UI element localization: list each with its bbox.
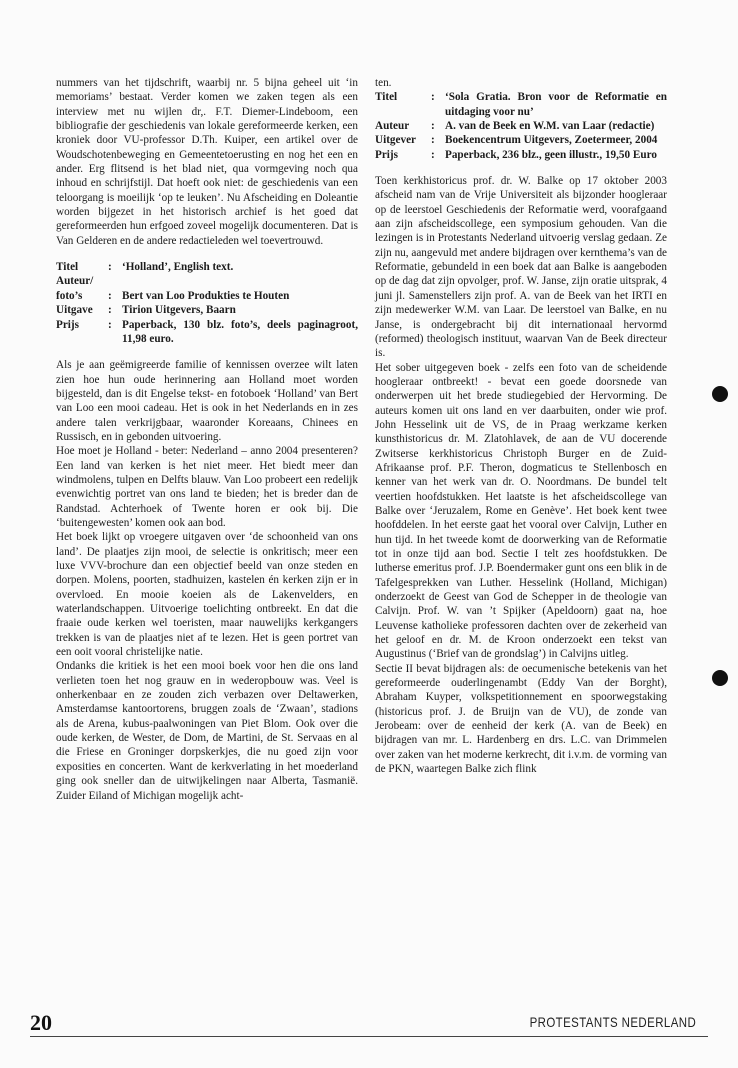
title-value: ‘Holland’, English text.: [122, 261, 234, 274]
colon: :: [108, 261, 112, 274]
book-info-holland: [56, 260, 358, 346]
colon: :: [108, 318, 112, 331]
review-paragraph: Toen kerkhistoricus prof. dr. W. Balke op 17 oktober 2003 afscheid nam van de Vrije Universiteit als bijzonder hoogleraar op de leerstoel Geschiedenis der Reformatie werd, voorafgaand aan zijn afscheidscollege, een symposium gehouden. Van die lezingen is in Protestants Nederland uitvoerig verslag gedaan. Ze zijn nu, aangevuld met andere bijdragen over kernthema’s van de Reformatie, gebundeld in een boek dat aan Balke is aangeboden op de dag dat zijn opvolger, prof. W. Janse, zijn oratie uitsprak, 4 juni jl. Samenstellers zijn prof. A. van de Beek van het IRTI en zijn medewerker W.M. van Laar. De leerstoel van Balke, en nu Janse, is ondergebracht bij dit internationaal hervormd (reformed) theologisch instituut, waarvan Van de Beek directeur is.: [375, 175, 668, 360]
author-value: Bert van Loo Produkties te Houten: [122, 289, 290, 302]
footer-rule: [30, 1036, 708, 1037]
book-info-sola-gratia: [375, 90, 667, 162]
review-paragraph: Hoe moet je Holland - beter: Nederland – anno 2004 presenteren? Een land van kerken is het niet meer. Het biedt meer dan windmolens, tulpen en Delfts blauw. Van Loo probeert een redelijk evenwichtig portret van ons land te bieden; het is breder dan de Randstad. Achterhoek of Twente horen er ook bij. Die ‘buitengewesten’ komen ook aan bod.: [56, 445, 358, 529]
price-label: Prijs: [375, 148, 398, 161]
magazine-name: PROTESTANTS NEDERLAND: [529, 1014, 696, 1030]
publisher-value: Tirion Uitgevers, Baarn: [122, 304, 236, 317]
margin-punch-hole: [712, 670, 728, 686]
review-paragraph: Het sober uitgegeven boek - zelfs een foto van de scheidende hoogleraar ontbreekt! - bevat een goede doorsnede van onderwerpen uit het brede studiegebied der Hervorming. De auteurs komen uit ons land en ver daarbuiten, onder wie prof. John Hesselink uit de VS, de in Praag werkzame kerken kunsthistoricus dr. M. Zlatohlavek, de aan de VU docerende Zwitserse kerkhistoricus Christoph Burger en de Zuid-Afrikaanse prof. P.F. Theron, dogmaticus te Stellenbosch en kenner van het werk van dr. O. Noordmans. De bundel telt veertien hoofdstukken. Het laatste is het afscheidscollege van Balke over ‘Jeruzalem, Rome en Genève’. Het boek kent twee hoofddelen. In het eerste gaat het vooral over Calvijn, Luther en hun tijd. In het tweede komt de doorwerking van de Reformatie tot in onze tijd aan bod. Sectie I telt zes hoofdstukken. De lutherse emeritus prof. J.P. Boendermaker gunt ons een blik in de Tafelgesprekken van Luther. Hesselink (Holland, Michigan) onderzoekt de Geest van God de Schepper in de theologie van Calvijn. Prof. W. van ’t Spijker (Apeldoorn) gaat na, hoe Leuvense katholieke professoren dachten over de zekerheid van het geloof en dr. M. de Kroon onderzoekt een tekst van Augustinus (‘Brief van de grondslag’) in Calvijns uitleg.: [375, 361, 667, 661]
price-value: Paperback, 236 blz., geen illustr., 19,50 Euro: [445, 148, 657, 161]
author-label-line1: Auteur/: [56, 275, 94, 288]
colon: :: [108, 304, 112, 317]
margin-punch-hole: [712, 386, 728, 402]
publisher-label: Uitgave: [56, 304, 93, 317]
review-paragraph: Het boek lijkt op vroegere uitgaven over ‘de schoonheid van ons land’. De plaatjes zijn mooi, de selectie is onkritisch; meer een luxe VVV-brochure dan een objectief beeld van onze steden en dorpen. Molens, poorten, stadhuizen, kastelen én kerken zijn er in overvloed. En mooie koeien als de Lakenvelders, en waterlandschappen. Uitvoerige toelichting ontbreekt. En dat die fraaie oude kerken wel toeristen, maar nauwelijks kerkgangers trekken is van de plaatjes niet af te lezen. Het is geen portret van een ooit vooral christelijke natie.: [56, 531, 358, 659]
continued-text: ten.: [375, 77, 392, 89]
title-label: Titel: [375, 91, 398, 104]
author-label-line2: foto’s: [56, 289, 83, 302]
author-value: A. van de Beek en W.M. van Laar (redactie): [445, 120, 655, 133]
price-label: Prijs: [56, 318, 79, 331]
right-column: [375, 76, 667, 777]
colon: :: [431, 91, 435, 104]
colon: :: [431, 134, 435, 147]
publisher-label: Uitgever: [375, 134, 416, 147]
review-paragraph: Als je aan geëmigreerde familie of kennissen overzee wilt laten zien hoe hun oude herinnering aan Holland moet worden bijgesteld, dan is dit Engelse tekst- en fotoboek ‘Holland’ van Bert van Loo een mooi cadeau. Het is ook in het Nederlands en in zes andere talen verkrijgbaar, waaronder Koreaans, Chinees en Russisch, en in gebonden uitvoering.: [56, 359, 358, 443]
title-value: ‘Sola Gratia. Bron voor de Reformatie en uitdaging voor nu’: [445, 91, 667, 118]
review-paragraph: Sectie II bevat bijdragen als: de oecumenische betekenis van het gereformeerde ouderlingenambt (Eddy Van der Borght), Abraham Kuyper, volkspetitionnement en spoorwegstaking (historicus prof. J. de Bruijn van de VU), de zonde van Jerobeam: over de eenheid der kerk (A. van de Beek) en bijdragen van mr. L. Hardenberg en drs. L.C. van Drimmelen over zaken van het moderne kerkrecht, dit i.v.m. de vorming van de PKN, waartegen Balke zich flink: [375, 662, 667, 776]
intro-paragraph: nummers van het tijdschrift, waarbij nr. 5 bijna geheel uit ‘in memoriams’ bestaat. Verder komen we zaken tegen als een interview met nu wijlen dr,. F.T. Diemer-Lindeboom, een bibliografie der geschiedenis van lokale gereformeerde kerken, een kroniek door VU-professor D.Th. Kuiper, een artikel over de Woudschotenbeweging en Gemeentetoerusting en nog het een en ander. Erg flitsend is het blad niet, qua vormgeving noch qua inhoud en schrijfstijl. Dat hoeft ook niet: de geschiedenis van een teloorgang is moeilijk ‘op te leuken’. Nu Afscheiding en Doleantie worden bijgezet in het historisch archief is het goed dat gereformeerden hun erfgoed zoveel mogelijk documenteren. Dat is Van Gelderen en de andere redactieleden wel toevertrouwd.: [56, 77, 358, 247]
colon: :: [431, 120, 435, 133]
title-label: Titel: [56, 261, 79, 274]
page-number: 20: [30, 1010, 52, 1035]
price-value: Paperback, 130 blz. foto’s, deels paginagroot, 11,98 euro.: [122, 318, 358, 345]
colon: :: [431, 148, 435, 161]
left-column: [56, 76, 358, 803]
colon: :: [108, 289, 112, 302]
author-label: Auteur: [375, 120, 410, 133]
publisher-value: Boekencentrum Uitgevers, Zoetermeer, 2004: [445, 134, 658, 147]
review-paragraph: Ondanks die kritiek is het een mooi boek voor hen die ons land verlieten toen het nog grauw en in wederopbouw was. Veel is onherkenbaar en ze zouden zich verbazen over Deltawerken, Amsterdamse kantoortorens, bruggen zoals de ‘Zwaan’, stadions als de Arena, kubus-paalwoningen van Piet Blom. Ook over die oude kerken, de Wester, de Dom, de Martini, de St. Servaas en al die Friese en Groninger dorpskerkjes, die nu goed zijn voor exposities en concerten. Want de kerkverlating in het moederland ging ook sneller dan de uitwijkelingen naar Alberta, Tasmanië. Zuider Eiland of Michigan mogelijk acht-: [56, 660, 358, 802]
